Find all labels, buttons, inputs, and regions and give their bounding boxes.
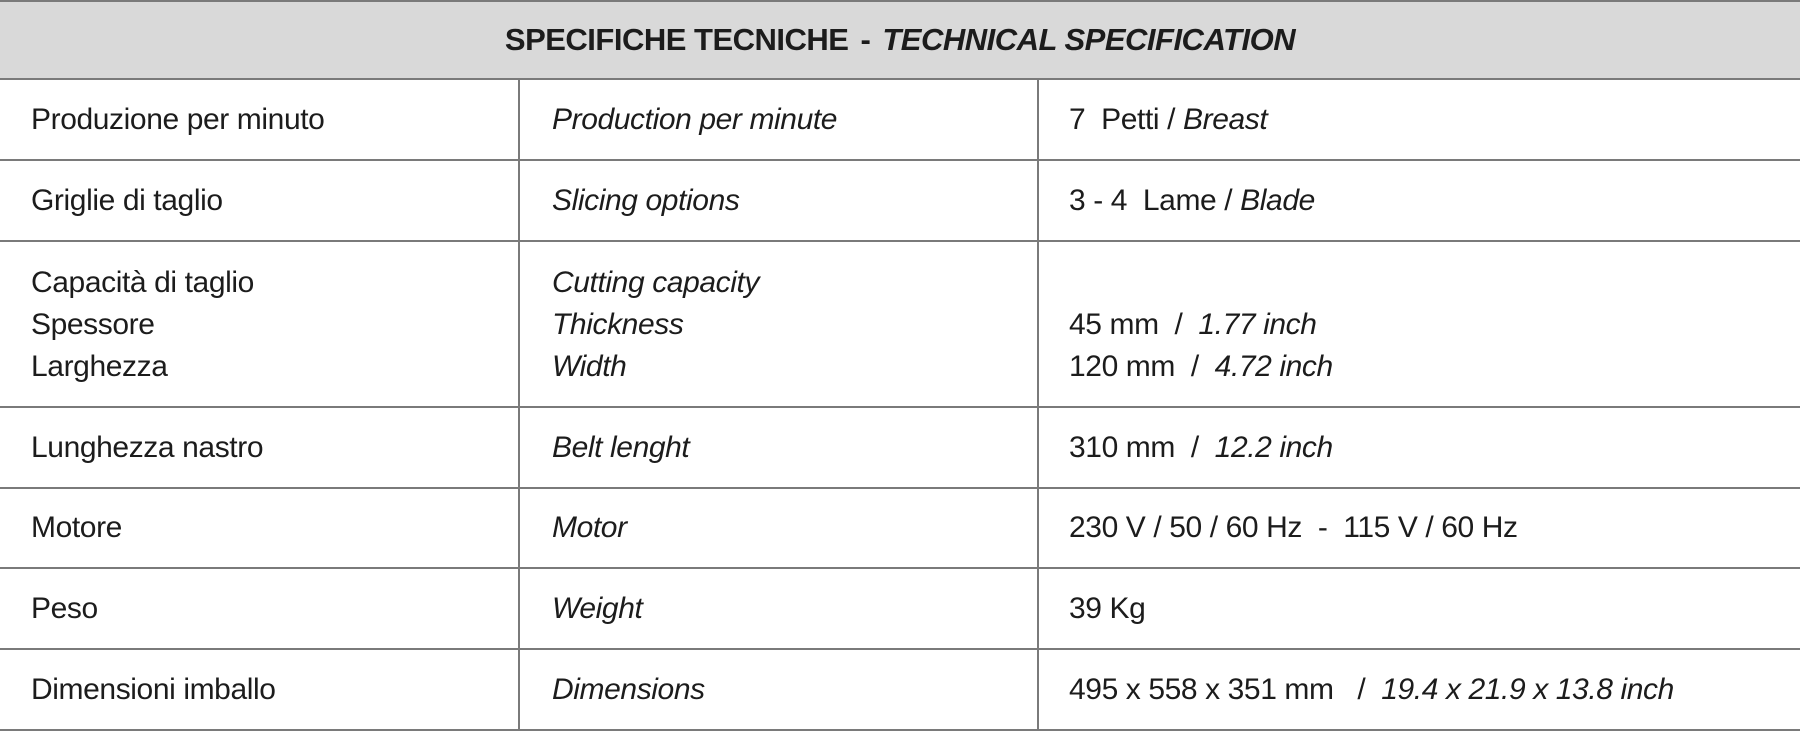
spec-label-italian: Produzione per minuto — [0, 80, 520, 159]
spec-row-production — [0, 80, 1800, 161]
spec-label-italian: Lunghezza nastro — [0, 408, 520, 487]
spec-label-english: Production per minute — [520, 80, 1039, 159]
spec-value: 495 x 558 x 351 mm / 19.4 x 21.9 x 13.8 inch — [1069, 672, 1674, 706]
spec-value: 230 V / 50 / 60 Hz - 115 V / 60 Hz — [1069, 511, 1518, 544]
header-title-english: TECHNICAL SPECIFICATION — [882, 22, 1296, 57]
spec-label-italian: Peso — [0, 569, 520, 648]
spec-value: 7 Petti / Breast — [1069, 102, 1268, 136]
spec-label-italian: Griglie di taglio — [0, 161, 520, 240]
spec-label-english: Dimensions — [520, 650, 1039, 729]
spec-label-italian: Dimensioni imballo — [0, 650, 520, 729]
spec-table-header — [0, 0, 1800, 80]
spec-row-motor — [0, 489, 1800, 569]
spec-value: 3 - 4 Lame / Blade — [1069, 183, 1315, 217]
spec-label-italian: Capacità di taglio Spessore Larghezza — [0, 242, 520, 406]
spec-row-weight — [0, 569, 1800, 650]
spec-label-english: Motor — [520, 489, 1039, 567]
spec-row-dimensions — [0, 650, 1800, 731]
spec-row-belt-length — [0, 408, 1800, 489]
spec-value: 45 mm / 1.77 inch 120 mm / 4.72 inch — [1069, 308, 1333, 383]
spec-value: 310 mm / 12.2 inch — [1069, 430, 1333, 464]
header-title-italian: SPECIFICHE TECNICHE — [504, 22, 849, 57]
spec-label-english: Belt lenght — [520, 408, 1039, 487]
spec-label-english: Cutting capacity Thickness Width — [520, 242, 1039, 406]
spec-row-cutting-capacity — [0, 242, 1800, 408]
spec-row-slicing — [0, 161, 1800, 242]
spec-value: 39 Kg — [1069, 591, 1146, 625]
spec-label-english: Slicing options — [520, 161, 1039, 240]
spec-label-english: Weight — [520, 569, 1039, 648]
spec-label-italian: Motore — [0, 489, 520, 567]
header-separator: - — [860, 22, 871, 57]
